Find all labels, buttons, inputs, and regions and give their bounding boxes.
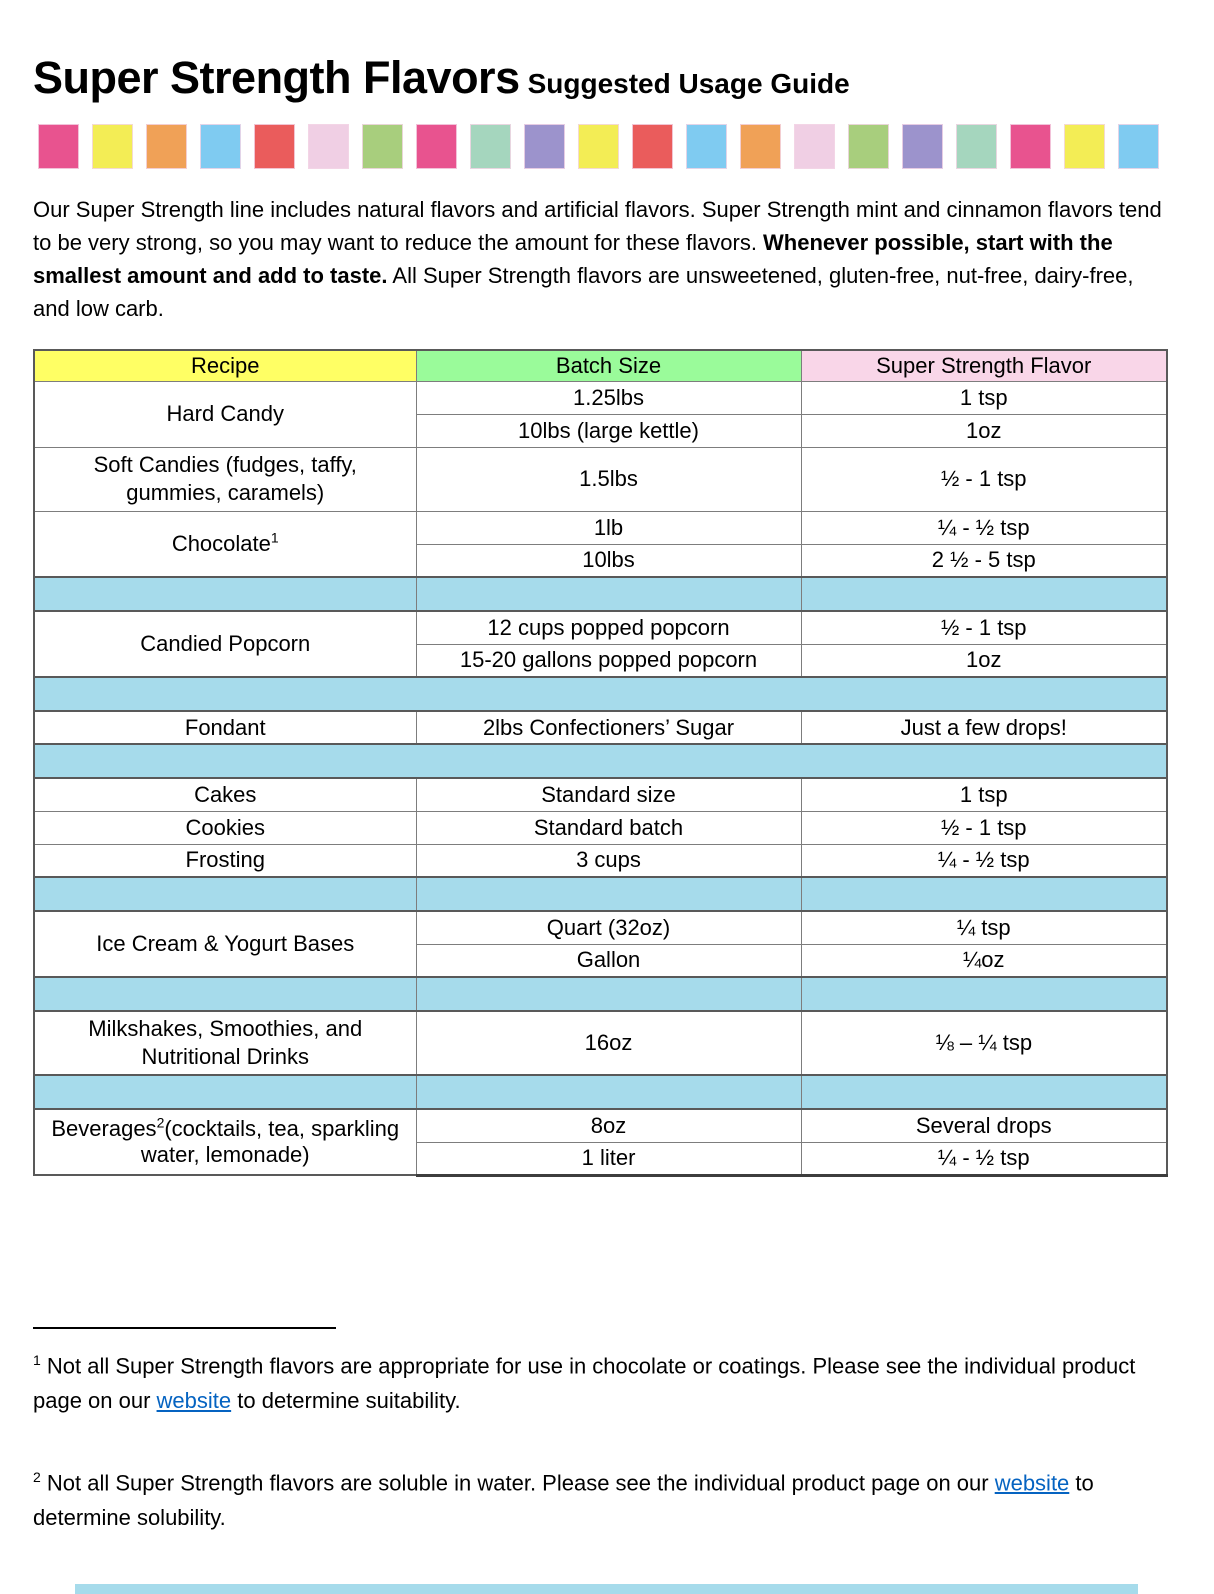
batch-cell: 8oz <box>416 1109 801 1142</box>
stripe-swatch <box>524 124 565 169</box>
batch-cell: 10lbs <box>416 544 801 577</box>
recipe-detail: (cocktails, tea, sparkling water, lemonade) <box>140 1116 400 1167</box>
batch-cell: 1 liter <box>416 1142 801 1175</box>
batch-cell: 10lbs (large kettle) <box>416 414 801 447</box>
table-header-recipe: Recipe <box>34 350 416 381</box>
spacer-cell <box>34 677 1167 711</box>
spacer-cell <box>34 577 416 611</box>
usage-table <box>33 349 1168 1177</box>
stripe-swatch <box>308 124 349 169</box>
stripe-swatch <box>578 124 619 169</box>
table-header-batch: Batch Size <box>416 350 801 381</box>
flavor-cell: ½ - 1 tsp <box>801 447 1167 511</box>
spacer-row <box>34 577 1167 611</box>
spacer-cell <box>416 977 801 1011</box>
next-page-table-edge <box>75 1584 1138 1594</box>
stripe-swatch <box>1064 124 1105 169</box>
footnote-1-text-after: to determine suitability. <box>231 1387 461 1413</box>
footnote-2-text-after: to determine solubility. <box>33 1470 1094 1531</box>
spacer-cell <box>34 877 416 911</box>
footnote-2-mark: 2 <box>33 1468 41 1485</box>
batch-cell: 1.5lbs <box>416 447 801 511</box>
spacer-cell <box>416 877 801 911</box>
table-header-row <box>34 350 1167 381</box>
batch-cell: 12 cups popped popcorn <box>416 611 801 644</box>
batch-cell: Standard size <box>416 778 801 811</box>
table-row <box>34 511 1167 544</box>
footnote-1 <box>33 1343 1178 1418</box>
recipe-cell-candied-popcorn: Candied Popcorn <box>34 611 416 677</box>
flavor-cell: ¼ - ½ tsp <box>801 511 1167 544</box>
intro-text-bold: Whenever possible, start with the smallest amount and add to taste. <box>33 230 1113 288</box>
recipe-cell-cookies: Cookies <box>34 811 416 844</box>
table-row <box>34 711 1167 744</box>
intro-text-after: All Super Strength flavors are unsweetened, gluten-free, nut-free, dairy-free, and low carb. <box>33 263 1134 321</box>
table-row <box>34 778 1167 811</box>
recipe-cell-cakes: Cakes <box>34 778 416 811</box>
stripe-swatch <box>956 124 997 169</box>
table-row <box>34 611 1167 644</box>
spacer-row <box>34 744 1167 778</box>
footnote-mark-1: 1 <box>270 529 279 546</box>
batch-cell: 16oz <box>416 1011 801 1075</box>
table-row <box>34 1109 1167 1142</box>
stripe-swatch <box>902 124 943 169</box>
spacer-cell <box>416 1075 801 1109</box>
batch-cell: Gallon <box>416 944 801 977</box>
flavor-cell: Several drops <box>801 1109 1167 1142</box>
recipe-label: Beverages <box>51 1116 157 1141</box>
batch-cell: 3 cups <box>416 844 801 877</box>
table-row <box>34 1011 1167 1075</box>
flavor-cell: ½ - 1 tsp <box>801 811 1167 844</box>
spacer-cell <box>801 577 1167 611</box>
flavor-cell: 1 tsp <box>801 381 1167 414</box>
intro-paragraph <box>33 193 1173 325</box>
flavor-cell: ⅛ – ¼ tsp <box>801 1011 1167 1075</box>
recipe-cell-chocolate <box>34 511 416 577</box>
stripe-swatch <box>470 124 511 169</box>
stripe-swatch <box>38 124 79 169</box>
stripe-swatch <box>146 124 187 169</box>
spacer-cell <box>801 977 1167 1011</box>
flavor-cell: ¼ - ½ tsp <box>801 1142 1167 1175</box>
stripe-swatch <box>740 124 781 169</box>
stripe-swatch <box>632 124 673 169</box>
stripe-swatch <box>254 124 295 169</box>
table-row <box>34 381 1167 414</box>
table-row <box>34 844 1167 877</box>
batch-cell: 1lb <box>416 511 801 544</box>
flavor-cell: 1oz <box>801 644 1167 677</box>
flavor-cell: ¼oz <box>801 944 1167 977</box>
batch-cell: Quart (32oz) <box>416 911 801 944</box>
spacer-cell <box>801 877 1167 911</box>
recipe-cell-frosting: Frosting <box>34 844 416 877</box>
spacer-row <box>34 677 1167 711</box>
stripe-swatch <box>200 124 241 169</box>
page-header <box>33 52 1174 104</box>
table-row <box>34 811 1167 844</box>
stripe-swatch <box>686 124 727 169</box>
batch-cell: 15-20 gallons popped popcorn <box>416 644 801 677</box>
recipe-cell-soft-candies: Soft Candies (fudges, taffy, gummies, caramels) <box>34 447 416 511</box>
batch-cell: 1.25lbs <box>416 381 801 414</box>
recipe-cell-ice-cream: Ice Cream & Yogurt Bases <box>34 911 416 977</box>
flavor-cell: 1oz <box>801 414 1167 447</box>
footnote-mark-2: 2 <box>156 1114 165 1131</box>
footnote-1-mark: 1 <box>33 1351 41 1368</box>
spacer-cell <box>34 744 1167 778</box>
flavor-cell: ¼ tsp <box>801 911 1167 944</box>
table-row <box>34 447 1167 511</box>
footnote-2-text-before: Not all Super Strength flavors are soluble in water. Please see the individual product page on our <box>40 1470 995 1496</box>
website-link-1[interactable]: website <box>156 1387 232 1413</box>
stripe-swatch <box>794 124 835 169</box>
recipe-cell-fondant: Fondant <box>34 711 416 744</box>
intro-text-before: Our Super Strength line includes natural flavors and artificial flavors. Super Strength mint and cinnamon flavors tend to be very strong, so you may want to reduce the amount for these flavors. <box>33 197 1162 255</box>
flavor-cell: ½ - 1 tsp <box>801 611 1167 644</box>
spacer-cell <box>34 977 416 1011</box>
flavor-cell: Just a few drops! <box>801 711 1167 744</box>
stripe-swatch <box>362 124 403 169</box>
spacer-cell <box>416 577 801 611</box>
footnote-1-text-before: Not all Super Strength flavors are appropriate for use in chocolate or coatings. Please see the individual product page on our <box>33 1352 1136 1413</box>
stripe-swatch <box>848 124 889 169</box>
flavor-cell: ¼ - ½ tsp <box>801 844 1167 877</box>
recipe-label: Chocolate <box>171 530 271 556</box>
table-row <box>34 911 1167 944</box>
spacer-cell <box>801 1075 1167 1109</box>
spacer-row <box>34 1075 1167 1109</box>
batch-cell: 2lbs Confectioners’ Sugar <box>416 711 801 744</box>
spacer-row <box>34 877 1167 911</box>
recipe-cell-hard-candy: Hard Candy <box>34 381 416 447</box>
flavor-cell: 1 tsp <box>801 778 1167 811</box>
stripe-swatch <box>1010 124 1051 169</box>
flavor-cell: 2 ½ - 5 tsp <box>801 544 1167 577</box>
stripe-swatch <box>1118 124 1159 169</box>
table-header-flavor: Super Strength Flavor <box>801 350 1167 381</box>
spacer-cell <box>34 1075 416 1109</box>
footnote-separator <box>33 1327 336 1329</box>
stripe-swatch <box>416 124 457 169</box>
website-link-2[interactable]: website <box>994 1470 1070 1496</box>
page-subtitle: Suggested Usage Guide <box>527 68 850 99</box>
color-stripe <box>38 124 1174 169</box>
page-title: Super Strength Flavors <box>33 52 520 103</box>
recipe-cell-milkshakes: Milkshakes, Smoothies, and Nutritional Drinks <box>34 1011 416 1075</box>
batch-cell: Standard batch <box>416 811 801 844</box>
recipe-cell-beverages <box>34 1109 416 1175</box>
stripe-swatch <box>92 124 133 169</box>
spacer-row <box>34 977 1167 1011</box>
footnote-2 <box>33 1460 1178 1535</box>
